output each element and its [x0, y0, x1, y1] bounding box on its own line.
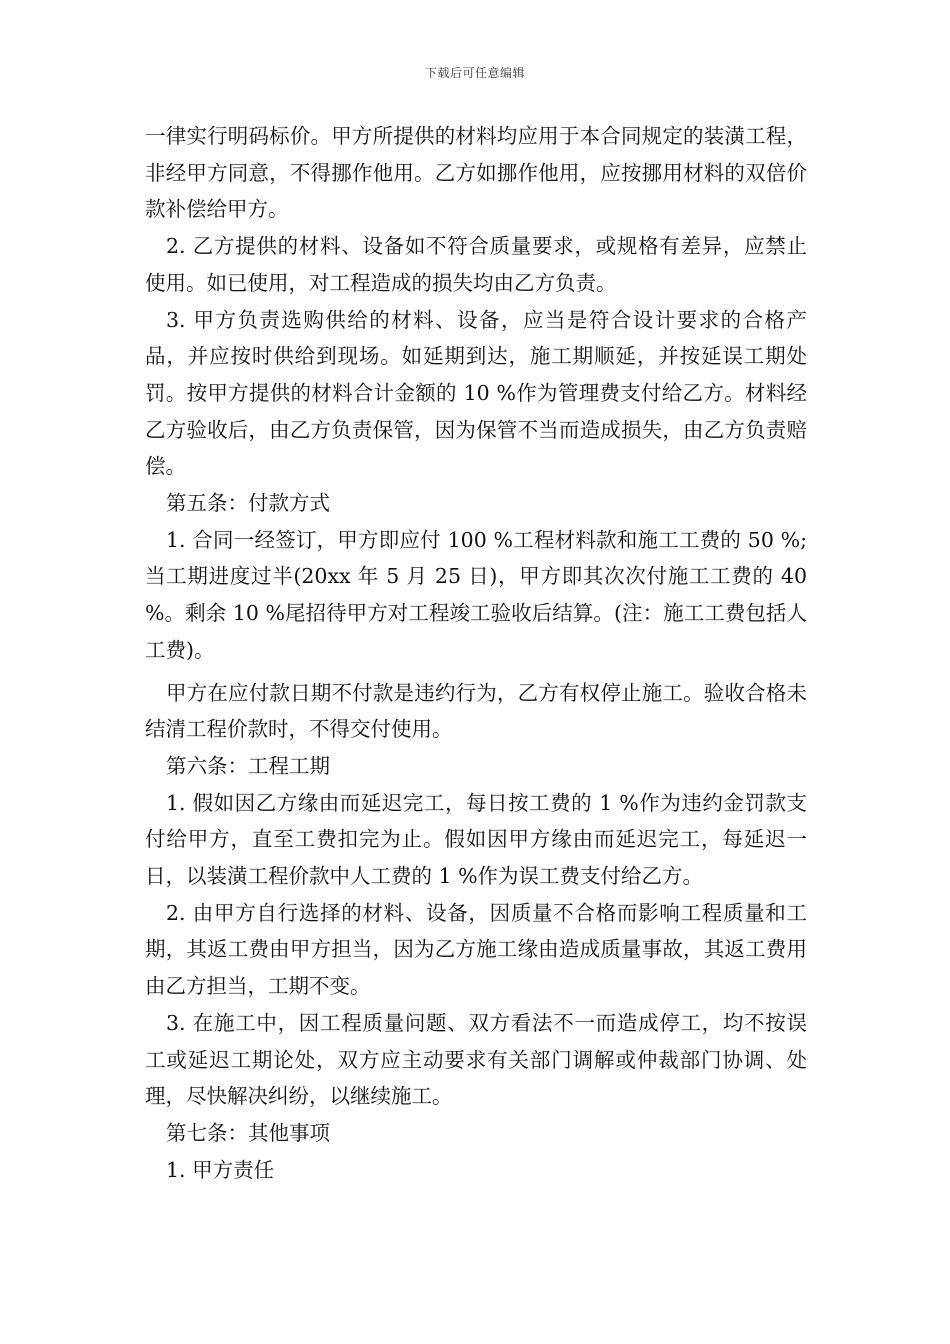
- section-heading-payment: 第五条：付款方式: [166, 491, 330, 516]
- paragraph-payment-clause-1: 1. 合同一经签订，甲方即应付 100 %工程材料款和施工工费的 50 %;当工期进度过半(20xx 年 5 月 25 日)，甲方即其次次付施工工费的 40 %。剩余 10 %尾招待甲方对工程竣工验收后结算。(注：施工工费包括人工费)。: [145, 527, 807, 662]
- paragraph-clause-3-materials: 3. 甲方负责选购供给的材料、设备，应当是符合设计要求的合格产品，并应按时供给到现场。如延期到达，施工期顺延，并按延误工期处罚。按甲方提供的材料合计金额的 10 %作为管理费支付给乙方。材料经乙方验收后，由乙方负责保管，因为保管不当而造成损失，由乙方负责赔偿。: [145, 307, 807, 479]
- section-heading-other-matters: 第七条：其他事项: [166, 1120, 330, 1145]
- paragraph-schedule-clause-1: 1. 假如因乙方缘由而延迟完工，每日按工费的 1 %作为违约金罚款支付给甲方，直至工费扣完为止。假如因甲方缘由而延迟完工，每延迟一日，以装潢工程价款中人工费的 1 %作为误工费支付给乙方。: [145, 790, 807, 889]
- paragraph-party-a-responsibility: 1. 甲方责任: [166, 1157, 275, 1182]
- paragraph-material-pricing: 一律实行明码标价。甲方所提供的材料均应用于本合同规定的装潢工程，非经甲方同意，不得挪作他用。乙方如挪作他用，应按挪用材料的双倍价款补偿给甲方。: [145, 124, 807, 222]
- section-heading-schedule: 第六条：工程工期: [166, 753, 330, 778]
- document-body: [145, 118, 807, 1188]
- paragraph-schedule-clause-2: 2. 由甲方自行选择的材料、设备，因质量不合格而影响工程质量和工期，其返工费由甲方担当，因为乙方施工缘由造成质量事故，其返工费用由乙方担当，工期不变。: [145, 900, 807, 999]
- paragraph-payment-default: 甲方在应付款日期不付款是违约行为，乙方有权停止施工。验收合格未结清工程价款时，不得交付使用。: [145, 680, 807, 742]
- page-header: 下载后可任意编辑: [424, 66, 525, 80]
- paragraph-schedule-clause-3: 3. 在施工中，因工程质量问题、双方看法不一而造成停工，均不按误工或延迟工期论处，双方应主动要求有关部门调解或仲裁部门协调、处理，尽快解决纠纷，以继续施工。: [145, 1010, 807, 1109]
- paragraph-clause-2-materials: 2. 乙方提供的材料、设备如不符合质量要求，或规格有差异，应禁止使用。如已使用，对工程造成的损失均由乙方负责。: [145, 234, 807, 295]
